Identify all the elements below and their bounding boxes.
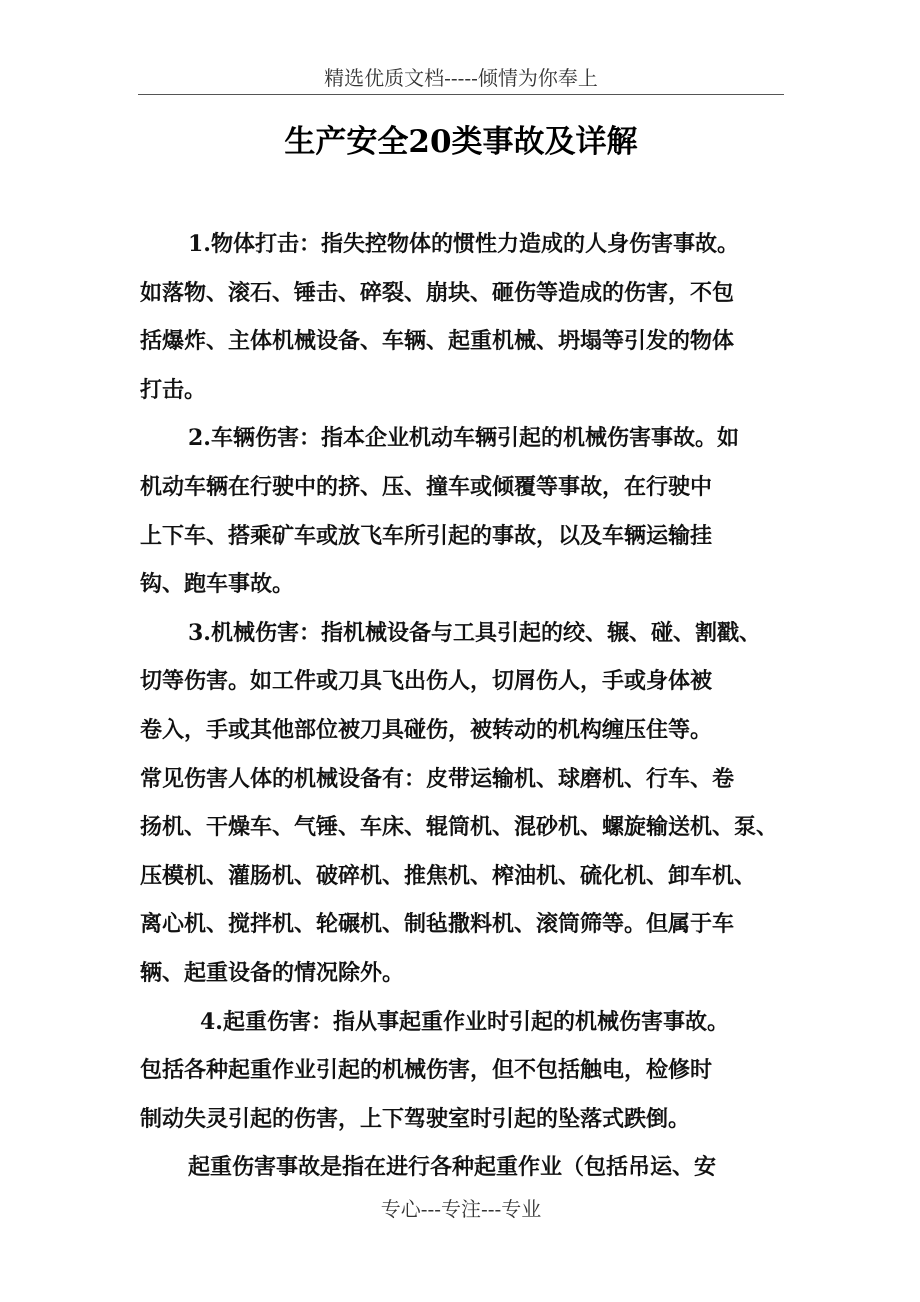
document-body: [140, 220, 790, 1192]
page-footer: 专心---专注---专业: [380, 1197, 542, 1221]
paragraph-line: 括爆炸、主体机械设备、车辆、起重机械、坍塌等引发的物体: [140, 328, 735, 355]
paragraph-line: 机动车辆在行驶中的挤、压、撞车或倾覆等事故，在行驶中: [140, 473, 713, 500]
paragraph-line: 扬机、干燥车、气锤、车床、辊筒机、混砂机、螺旋输送机、泵、: [140, 814, 779, 841]
paragraph-line: 1.物体打击：指失控物体的惯性力造成的人身伤害事故。: [188, 231, 739, 257]
paragraph-line: 包括各种起重作业引起的机械伤害，但不包括触电，检修时: [140, 1057, 713, 1084]
paragraph-line: 压模机、灌肠机、破碎机、推焦机、榨油机、硫化机、卸车机、: [140, 862, 757, 889]
paragraph-line: 起重伤害事故是指在进行各种起重作业（包括吊运、安: [188, 1154, 717, 1181]
paragraph-line: 打击。: [140, 376, 207, 403]
paragraph-line: 辆、起重设备的情况除外。: [140, 959, 405, 986]
paragraph-line: 离心机、搅拌机、轮碾机、制毡撒料机、滚筒筛等。但属于车: [140, 911, 735, 938]
paragraph-line: 卷入，手或其他部位被刀具碰伤，被转动的机构缠压住等。: [140, 716, 713, 743]
paragraph-line: 上下车、搭乘矿车或放飞车所引起的事故，以及车辆运输挂: [140, 522, 713, 549]
paragraph-line: 4.起重伤害：指从事起重作业时引起的机械伤害事故。: [200, 1008, 729, 1035]
paragraph-line: 切等伤害。如工件或刀具飞出伤人，切屑伤人，手或身体被: [140, 668, 713, 695]
paragraph-line: 钩、跑车事故。: [140, 571, 295, 598]
page-header: 精选优质文档-----倾情为你奉上: [324, 66, 598, 90]
paragraph-line: 3.机械伤害：指机械设备与工具引起的绞、辗、碰、割戳、: [188, 619, 761, 646]
paragraph-line: 如落物、滚石、锤击、碎裂、崩块、砸伤等造成的伤害，不包: [140, 279, 735, 306]
document-title: 生产安全20类事故及详解: [284, 124, 638, 160]
header-divider: [138, 94, 784, 95]
paragraph-line: 2.车辆伤害：指本企业机动车辆引起的机械伤害事故。如: [188, 425, 739, 452]
paragraph-line: 常见伤害人体的机械设备有：皮带运输机、球磨机、行车、卷: [140, 765, 735, 792]
paragraph-line: 制动失灵引起的伤害，上下驾驶室时引起的坠落式跌倒。: [140, 1105, 691, 1132]
